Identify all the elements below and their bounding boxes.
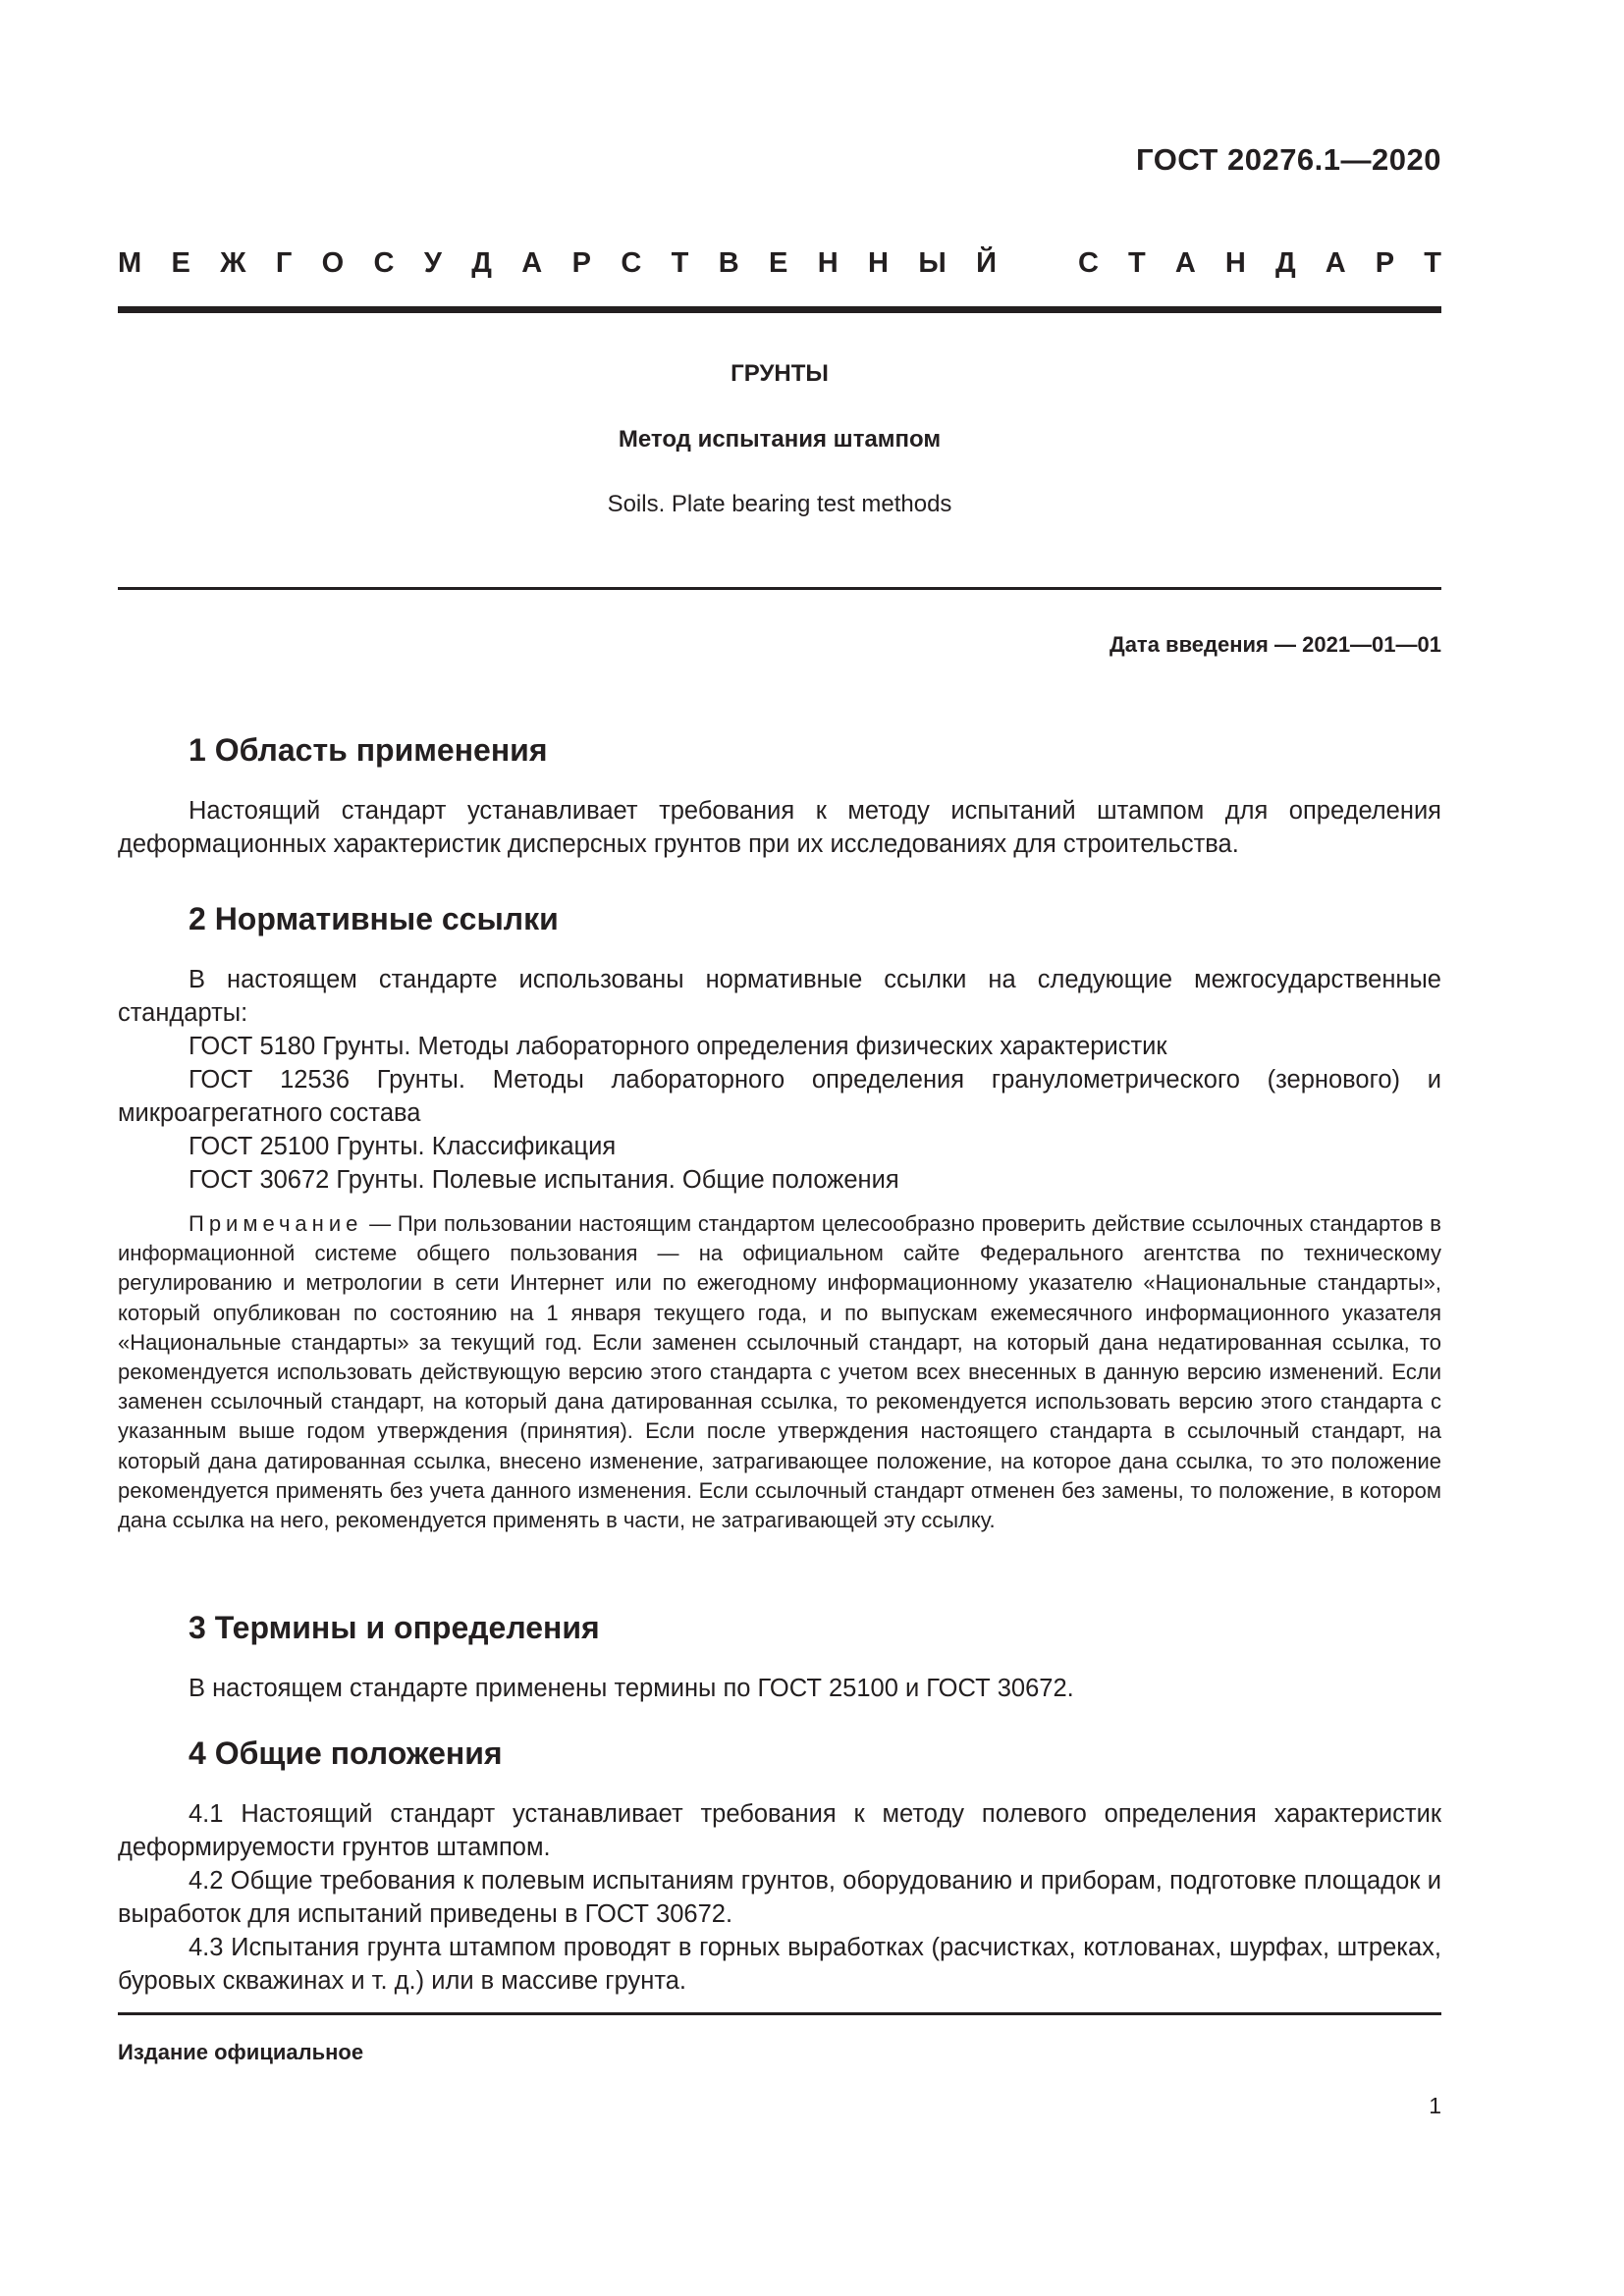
introduction-date: Дата введения — 2021—01—01 [1110, 632, 1441, 657]
reference-note [118, 1209, 1441, 1535]
gost-number: ГОСТ 20276.1—2020 [1136, 142, 1441, 177]
section-2-heading: 2 Нормативные ссылки [189, 901, 559, 936]
footer-rule [118, 2012, 1441, 2015]
official-edition-label: Издание официальное [118, 2040, 364, 2064]
normative-reference-item: ГОСТ 30672 Грунты. Полевые испытания. Общие положения [189, 1166, 899, 1194]
normative-reference-item: ГОСТ 5180 Грунты. Методы лабораторного определения физических характеристик [189, 1033, 1167, 1060]
page-number: 1 [1429, 2093, 1441, 2118]
document-subtitle: Метод испытания штампом [618, 426, 942, 453]
section-4-heading: 4 Общие положения [189, 1735, 503, 1771]
section-3-heading: 3 Термины и определения [189, 1610, 600, 1645]
section-4-item-3: 4.3 Испытания грунта штампом проводят в горных выработках (расчистках, котлованах, шурфах, штреках, буровых скважинах и т. д.) или в массиве грунта. [118, 1934, 1441, 1995]
section-4-item-1: 4.1 Настоящий стандарт устанавливает требования к методу полевого определения характеристик деформируемости грунтов штампом. [118, 1800, 1441, 1861]
section-1-text: Настоящий стандарт устанавливает требования к методу испытаний штампом для определения деформационных характеристик дисперсных грунтов при их исследованиях для строительства. [118, 797, 1441, 858]
normative-reference-item: ГОСТ 25100 Грунты. Классификация [189, 1133, 617, 1160]
section-3-text: В настоящем стандарте применены термины по ГОСТ 25100 и ГОСТ 30672. [189, 1675, 1074, 1702]
normative-reference-item: ГОСТ 12536 Грунты. Методы лабораторного определения гранулометрического (зернового) и микроагрегатного состава [118, 1066, 1441, 1127]
interstate-word: М Е Ж Г О С У Д А Р С Т В Е Н Н Ы Й [118, 247, 997, 279]
note-text: — При пользовании настоящим стандартом целесообразно проверить действие ссылочных стандартов в информационной системе общего пользования — на официальном сайте Федерального агентства по техническому регулированию и метрологии в сети Интернет или по ежегодному информационному указателю «Национальные стандарты», который опубликован по состоянию на 1 января текущего года, и по выпускам ежемесячного информационного указателя «Национальные стандарты» за текущий год. Если заменен ссылочный стандарт, на который дана недатированная ссылка, то рекомендуется использовать действующую версию этого стандарта с учетом всех внесенных в данную версию изменений. Если заменен ссылочный стандарт, на который дана датированная ссылка, то рекомендуется использовать версию этого стандарта с указанным выше годом утверждения (принятия). Если после утверждения настоящего стандарта в ссылочный стандарт, на который дана датированная ссылка, внесено изменение, затрагивающее положение, на которое дана ссылка, то это положение рекомендуется применять без учета данного изменения. Если ссылочный стандарт отменен без замены, то положение, в котором дана ссылка на него, рекомендуется применять в части, не затрагивающей эту ссылку. [118, 1211, 1441, 1533]
title-divider-rule [118, 587, 1441, 590]
section-2-intro: В настоящем стандарте использованы нормативные ссылки на следующие межгосударственные стандарты: [118, 966, 1441, 1027]
interstate-standard-banner [118, 247, 1441, 280]
section-4-item-2: 4.2 Общие требования к полевым испытаниям грунтов, оборудованию и приборам, подготовке площадок и выработок для испытаний приведены в ГОСТ 30672. [118, 1867, 1441, 1928]
standard-word: С Т А Н Д А Р Т [1078, 247, 1441, 279]
note-label: Примечание [189, 1211, 363, 1236]
document-title-english: Soils. Plate bearing test methods [607, 491, 952, 517]
section-1-heading: 1 Область применения [189, 732, 548, 768]
header-thick-rule [118, 306, 1441, 313]
document-title: ГРУНТЫ [731, 360, 829, 387]
